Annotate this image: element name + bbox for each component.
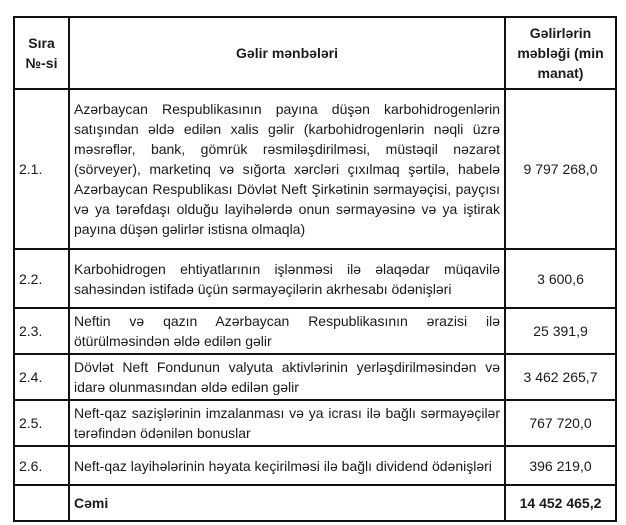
revenue-source-cell: Neft-qaz layihələrinin həyata keçirilməsi ilə bağlı dividend ödənişləri [69,446,505,485]
row-number-cell: 2.2. [14,249,69,308]
row-number-cell: 2.3. [14,308,69,354]
amount-cell: 25 391,9 [505,308,616,354]
revenue-source-cell: Neftin və qazın Azərbaycan Respublikasının ərazisi ilə ötürülməsindən əldə edilən gəlir [69,308,505,354]
row-number-cell [14,485,69,521]
header-cell-amount: Gəlirlərin məbləği (min manat) [505,17,616,89]
amount-cell: 396 219,0 [505,446,616,485]
revenue-source-cell: Karbohidrogen ehtiyatlarının işlənməsi ilə əlaqədar müqavilə sahəsindən istifadə üçün sərmayəçilərin akrhesabı ödənişləri [69,249,505,308]
revenue-table [13,16,617,522]
row-number-cell: 2.5. [14,400,69,446]
revenue-source-cell: Neft-qaz sazişlərinin imzalanması və ya icrası ilə bağlı sərmayəçilər tərəfindən ödənilən bonuslar [69,400,505,446]
header-row [14,17,616,89]
row-number-cell: 2.1. [14,89,69,249]
table-row [14,400,616,446]
amount-cell: 767 720,0 [505,400,616,446]
table-row [14,354,616,400]
table-header [14,17,616,89]
table-body [14,89,616,521]
total-label-cell: Cəmi [69,485,505,521]
row-number-cell: 2.4. [14,354,69,400]
revenue-source-cell: Azərbaycan Respublikasının payına düşən karbohidrogenlərin satışından əldə edilən xalis gəlir (karbohidrogenlərin nəqli üzrə məsrəflər, bank, gömrük rəsmiləşdirilməsi, müstəqil nəzarət (sörveyer), marketinq və sığorta xərcləri çıxılmaq şərtilə, habelə Azərbaycan Respublikası Dövlət Neft Şirkətinin sərmayəçisi, payçısı və ya tərəfdaşı olduğu layihələrdə onun sərmayəsinə və ya iştirak payına düşən gəlirlər istisna olmaqla) [69,89,505,249]
table-row [14,249,616,308]
amount-cell: 9 797 268,0 [505,89,616,249]
total-row [14,485,616,521]
amount-cell: 3 600,6 [505,249,616,308]
header-cell-revenue-sources: Gəlir mənbələri [69,17,505,89]
table-row [14,89,616,249]
row-number-cell: 2.6. [14,446,69,485]
header-cell-row-number: Sıra №-si [14,17,69,89]
total-amount-cell: 14 452 465,2 [505,485,616,521]
table-row [14,446,616,485]
table-row [14,308,616,354]
revenue-source-cell: Dövlət Neft Fondunun valyuta aktivlərinin yerləşdirilməsindən və idarə olunmasından əldə edilən gəlir [69,354,505,400]
amount-cell: 3 462 265,7 [505,354,616,400]
